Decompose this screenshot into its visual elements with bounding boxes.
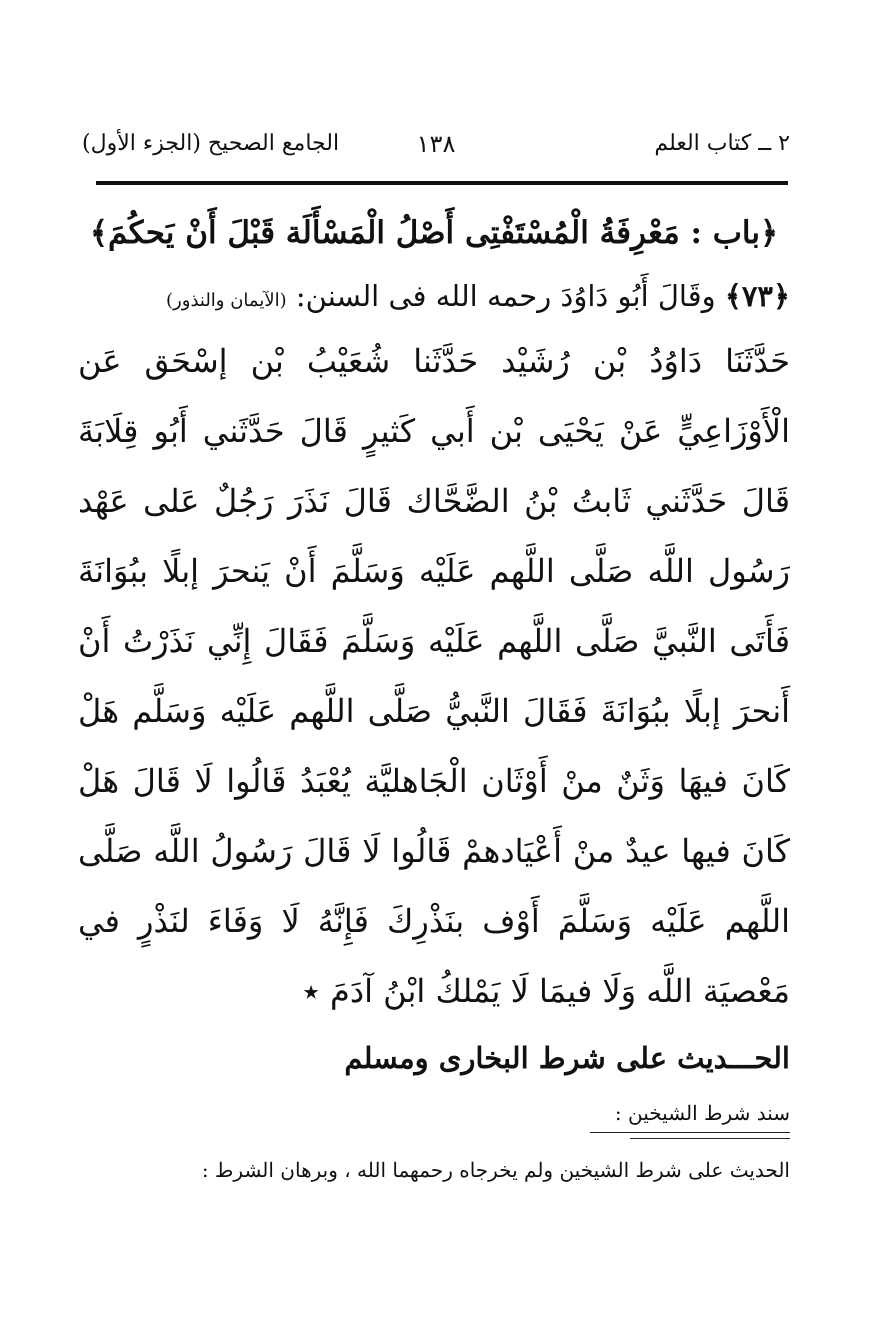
- note-divider: [630, 1138, 790, 1139]
- hadith-verdict: الحـــديث على شرط البخارى ومسلم: [344, 1041, 790, 1075]
- chapter-name: ٢ ــ كتاب العلم: [654, 131, 790, 156]
- note-label-line: [78, 1096, 790, 1130]
- book-title: الجامع الصحيح (الجزء الأول): [82, 131, 340, 156]
- hadith-intro: وقَالَ أَبُو دَاوُدَ رحمه الله فى السنن:: [295, 279, 716, 313]
- page-number: ١٣٨: [416, 130, 456, 158]
- source-reference: (الآيمان والنذور): [166, 290, 287, 311]
- chapter-title: ﴿باب : مَعْرِفَةُ الْمُسْتَفْتِى أَصْلُ الْمَسْأَلَة قَبْلَ أَنْ يَحكُمَ﴾: [89, 215, 779, 251]
- running-header: [82, 124, 790, 164]
- note-text: الحديث على شرط الشيخين ولم يخرجاه رحمهما الله ، وبرهان الشرط :: [201, 1158, 790, 1182]
- hadith-text: حَدَّثَنَا دَاوُدُ بْن رُشَيْد حَدَّثَنا شُعَيْبُ بْن إسْحَق عَن الْأَوْزَاعِيٍّ عَنْ يَحْيَى بْن أَبي كَثيرٍ قَالَ حَدَّثَني أَبُو قِلَابَةَ قَالَ حَدَّثَني ثَابتُ بْنُ الضَّحَّاك قَالَ نَذَرَ رَجُلٌ عَلى عَهْد رَسُول اللَّه صَلَّى اللَّهم عَلَيْه وَسَلَّمَ أَنْ يَنحرَ إبلًا ببُوَانَةَ فَأَتَى النَّبيَّ صَلَّى اللَّهم عَلَيْه وَسَلَّمَ فَقَالَ إِنِّي نَذَرْتُ أَنْ أَنحرَ إبلًا ببُوَانَةَ فَقَالَ النَّبيُّ صَلَّى اللَّهم عَلَيْه وَسَلَّم هَلْ كَانَ فيهَا وَثَنٌ منْ أَوْثَان الْجَاهليَّة يُعْبَدُ قَالُوا لَا قَالَ هَلْ كَانَ فيها عيدٌ منْ أَعْيَادهمْ قَالُوا لَا قَالَ رَسُولُ اللَّه صَلَّى اللَّهم عَلَيْه وَسَلَّمَ أَوْف بنَذْرِكَ فَإِنَّهُ لَا وَفَاءَ لنَذْرٍ في مَعْصيَة اللَّه وَلَا فيمَا لَا يَمْلكُ ابْنُ آدَمَ ٭: [78, 342, 790, 1010]
- note-label: سند شرط الشيخين :: [590, 1096, 790, 1133]
- hadith-intro-line: [78, 266, 790, 326]
- header-divider: [96, 181, 788, 185]
- page-content: [78, 200, 790, 1187]
- hadith-number: ﴿٧٣﴾: [724, 279, 790, 313]
